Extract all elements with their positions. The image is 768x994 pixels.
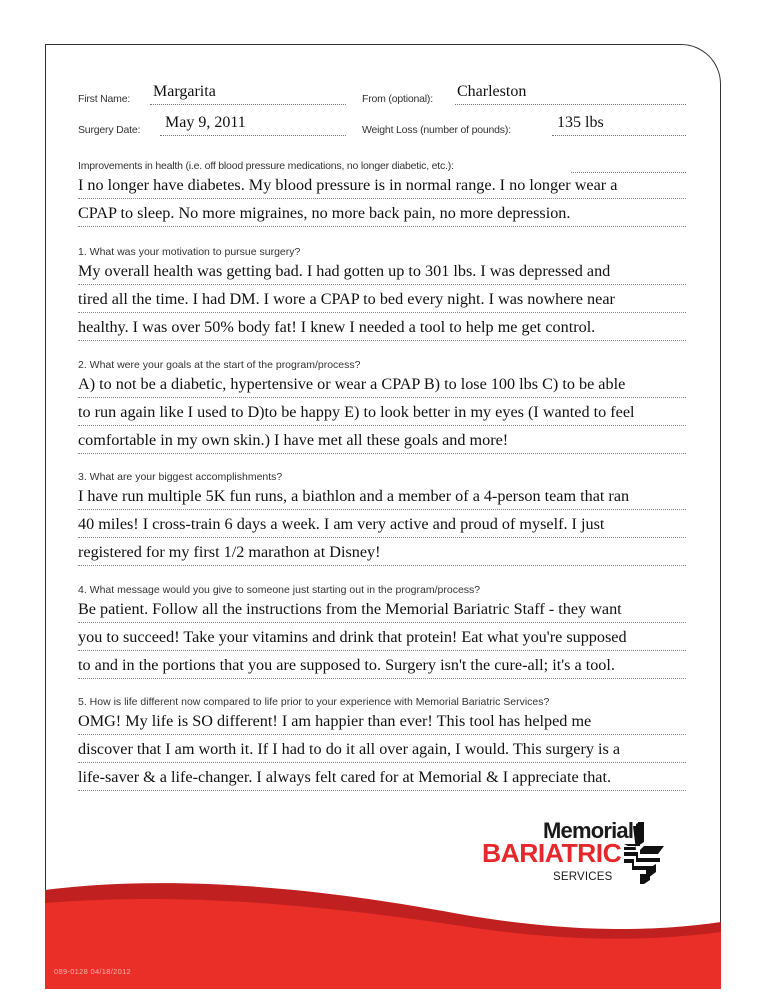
question-2-label: 2. What were your goals at the start of the program/process? [78,359,361,371]
question-1-line-1[interactable]: My overall health was getting bad. I had gotten up to 301 lbs. I was depressed and [78,256,686,285]
question-4-line-3[interactable]: to and in the portions that you are supposed to. Surgery isn't the cure-all; it's a tool. [78,650,686,679]
question-3-label: 3. What are your biggest accomplishments? [78,471,283,483]
from-label: From (optional): [362,93,433,105]
question-3-line-1[interactable]: I have run multiple 5K fun runs, a biathlon and a member of a 4-person team that ran [78,481,686,510]
question-4-label: 4. What message would you give to someone just starting out in the program/process? [78,584,481,596]
improvements-line-1[interactable]: I no longer have diabetes. My blood pressure is in normal range. I no longer wear a [78,170,686,199]
weight-loss-line [552,135,686,136]
question-5-line-2[interactable]: discover that I am worth it. If I had to do it all over again, I would. This surgery is a [78,734,686,763]
improvements-label: Improvements in health (i.e. off blood pressure medications, no longer diabetic, etc.): [78,160,454,172]
question-2-line-2[interactable]: to run again like I used to D)to be happy E) to look better in my eyes (I wanted to feel [78,397,686,426]
question-1-line-3[interactable]: healthy. I was over 50% body fat! I knew I needed a tool to help me get control. [78,312,686,341]
question-1-label: 1. What was your motivation to pursue surgery? [78,246,301,258]
improvements-line-2[interactable]: CPAP to sleep. No more migraines, no more back pain, no more depression. [78,198,686,227]
from-line [455,104,686,105]
surgery-date-label: Surgery Date: [78,124,141,136]
form-code: 089-0128 04/18/2012 [54,967,132,976]
surgery-date-line [160,135,346,136]
question-5-label: 5. How is life different now compared to life prior to your experience with Memorial Bariatric Services? [78,696,550,708]
question-5-line-3[interactable]: life-saver & a life-changer. I always felt cared for at Memorial & I appreciate that. [78,762,686,791]
weight-loss-value[interactable]: 135 lbs [557,114,604,131]
question-2-line-3[interactable]: comfortable in my own skin.) I have met all these goals and more! [78,425,686,454]
question-4-line-2[interactable]: you to succeed! Take your vitamins and drink that protein! Eat what you're supposed [78,622,686,651]
surgery-date-value[interactable]: May 9, 2011 [165,114,246,131]
logo-bariatric-text: BARIATRIC [482,838,622,868]
first-name-label: First Name: [78,93,131,105]
from-value[interactable]: Charleston [457,83,527,100]
weight-loss-label: Weight Loss (number of pounds): [362,124,511,136]
question-4-line-1[interactable]: Be patient. Follow all the instructions from the Memorial Bariatric Staff - they want [78,594,686,623]
question-3-line-2[interactable]: 40 miles! I cross-train 6 days a week. I am very active and proud of myself. I just [78,509,686,538]
red-wave-footer [45,870,721,989]
logo-memorial-text: Memorial [543,818,634,843]
first-name-value[interactable]: Margarita [153,83,216,100]
question-1-line-2[interactable]: tired all the time. I had DM. I wore a CPAP to bed every night. I was nowhere near [78,284,686,313]
question-3-line-3[interactable]: registered for my first 1/2 marathon at Disney! [78,537,686,566]
logo-services-text: SERVICES [553,871,613,883]
first-name-line [150,104,346,105]
question-5-line-1[interactable]: OMG! My life is SO different! I am happier than ever! This tool has helped me [78,706,686,735]
question-2-line-1[interactable]: A) to not be a diabetic, hypertensive or wear a CPAP B) to lose 100 lbs C) to be able [78,369,686,398]
